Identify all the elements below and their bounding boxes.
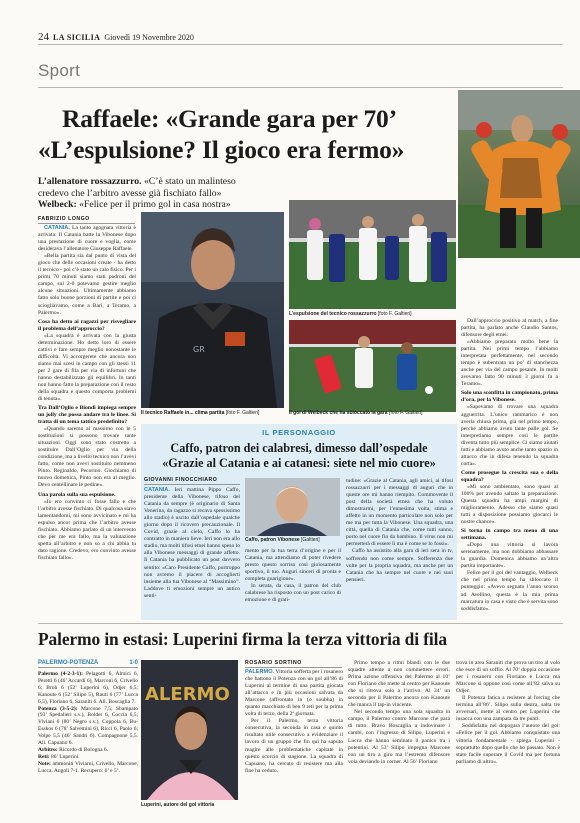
bottom-col4c-text: Soddisfatto nel dopogara l’autore del gol: «Felice per il gol. Abbiamo conquistato una vittoria fondamentale - spiega Luperini - soprattutto dopo quello che ho passato. Non è stato facile superare il Covid ma per fortuna parliamo di altro».	[456, 723, 560, 765]
bottom-col2-text: Vittoria sofferta per i rosanero che battono il Potenza con un gol all’86 di Luperini al termine di una partita giocata all’attacco e in più occasioni salvata da Marcone (affrontato in (o soubha) in quanto macchiato di ben 9 reti per la prima volta di terzo, della 2ª giornata.	[245, 669, 343, 718]
tab-4-text: ammoniti Viviarni, Crivello, Marcone, Lucca. Angoli 7-1. Recupero: 0’ e 5’.	[38, 760, 138, 774]
expulsion-caption-credit: [foto F. Galtieri]	[376, 311, 412, 317]
deck-line3: «Felice per il primo gol in casa nostra»	[76, 199, 231, 211]
tab-0-text: Pelagotti 6, Almici 6, Peretti 6 (46’ Accardi 6), Marconi 6, Crivello 6; Broh 6 (52’ Luperini 6), Odjer 6,5; Kanoute 6 (52’ Silipo 5), Rauti 6 (77’ Lucca 6,5), Floriano 6, Saraniti 6. All. Boscaglia 7.	[38, 671, 138, 705]
main-headline-2: «L’espulsione? Il gioco era fermo»	[38, 135, 405, 164]
luperini-illustration	[141, 660, 238, 800]
coach-photo	[141, 212, 284, 408]
main-a1: «La squadra è arrivata con la giusta determinazione. Ho detto loro di essere cattivi e fare sempre meglio nonostante le difficoltà. Vi accorgerete che ancora non siamo mai scesi in campo con gli stessi 11 per 2 gare di fila per via di infortuni che hanno destabilizzato gli equilibri. In tanti non hanno fatto la preparazione con il resto della squadra e questo comporta problemi di tenuta».	[38, 332, 136, 403]
luperini-caption: Luperini, autore del gol vittoria	[141, 802, 215, 808]
feature-col2-text: mento per la tua terra d’origine e per il Catania, ma attendiamo di poter rivedere presto questo sorriso così gioiosamente sportivo, il tuo. Auguri sinceri di pronta e completa guarigione».	[245, 548, 341, 583]
coach-caption-credit: [foto F. Galtieri]	[224, 410, 260, 416]
deck-line2: credevo che l’arbitro avesse già fischiato fallo»	[38, 187, 222, 199]
main-q1: Cosa ha detto ai ragazzi per risvegliare il problema dell’approccio?	[38, 318, 136, 332]
luperini-photo	[141, 660, 238, 800]
page-number: 24	[38, 31, 49, 43]
main-headline-1: Raffaele: «Grande gara per 70’	[62, 104, 397, 133]
tab-0-label: Palermo (4-2-3-1):	[38, 671, 83, 677]
tab-1-label: Potenza (3-5-2):	[38, 705, 78, 712]
section-label: Sport	[38, 61, 81, 80]
caffo-photo	[245, 478, 340, 536]
tab-3-label: Reti:	[38, 753, 50, 760]
bottom-headline: Palermo in estasi: Luperini firma la terza vittoria di fila	[38, 629, 447, 649]
tab-1-text: Marcone 7,5; Sbampato (93’ Spedalieri s.v.), Bolder 6, Coccia 6,5; Viviani 6 (80’ Negro s.v.), Coppola 6, Bu-Esskos 6 (78’ Salvemini 6), Ricci 6, Paolo 6; Volpe 5,5 (46’ Sandri 6). Compagnone 5,5. All. Capuano 6.	[38, 705, 138, 747]
goal-illustration	[289, 320, 456, 412]
section-rule	[38, 87, 563, 88]
bottom-col2b-text: Per il Palermo, terza vittoria consecutiva, la seconda in casa e quinto risultato utile consecutivo a evidenziare il lavoro di un gruppo che fin qui ha saputo reagire alle problematiche capitate in questo scorcio di stagione. La squadra di Capuano, ha cercato di resistere ma alla fine ha ceduto.	[245, 718, 343, 774]
match-tabellino	[38, 671, 138, 821]
caffo-caption-text: Caffo, patron Vibonese	[245, 537, 300, 543]
feature-col1-text: Ieri mattina Pippo Caffo, presidente della Vibonese, tifoso del Catania da sempre (è originario di Santa Venerina, da ragazzo si recava spessissimo allo stadio) è uscito dall’ospedale qualche giorno dopo il ricovero precauzionale. Il Covid, grazie al cielo, Caffo lo ha contratto in maniera lieve. Ieri non era allo stadio, ma molti tifosi etnei hanno speso lo alla Vibonese messaggi di grande affetto. Il Catania ha pubblicato un post davvero sentito: «Caro Presidente Caffo, purtroppo non avremo il piacere di accoglierti insieme alla tua Vibonese al “Massimino”. Laddove ti emozioni sempre un antico senti-	[144, 487, 240, 599]
feature-col1	[144, 487, 240, 617]
coach-caption	[141, 410, 286, 416]
tab-4-label: Note:	[38, 760, 51, 767]
tab-3-text: 86’ Luperini.	[49, 753, 80, 760]
svg-text:ALERMO: ALERMO	[145, 684, 230, 705]
goal-caption-credit: [foto F. Galtieri]	[387, 410, 423, 416]
bottom-author: ROSARIO SORTINO	[245, 660, 342, 668]
header-rule	[38, 44, 563, 45]
main-col-right	[461, 318, 558, 618]
match-header	[38, 660, 138, 668]
main-q2: Tra Dall’Oglio e Biondi impiega sempre un jolly che possa andare tra le linee. Si tratta di un tema tattico predefinito?	[38, 405, 136, 426]
feature-title-1: Caffo, patron dei calabresi, dimesso dall’ospedale	[170, 441, 428, 455]
paper-name: LA SICILIA	[53, 33, 101, 42]
bottom-col4-text: trova in area Saraniti che prova un tiro al volo che esce di un soffio. Al 70’ doppia occasione per i rosanero con Floriano e Lucca ma Marcone si oppone così come all’82 salva su Odjer.	[456, 660, 560, 695]
match-score: 1-0	[129, 660, 138, 666]
expulsion-caption-text: L’espulsione del tecnico rossazzurro	[289, 311, 377, 317]
right-p2: «Abbiamo preparato molto bene la partita. Nei primi tempo l’abbiamo interpretata perfettamente, nel secondo tempo è subentrata un po’ di stanchezza anche per via del campo pesante. In molti avevamo fatto 90 minuti 3 giorni fa a Teramo».	[461, 339, 558, 388]
main-author: FABRIZIO LONGO	[38, 216, 135, 224]
feature-title-2: «Grazie al Catania e ai catanesi: siete nel mio cuore»	[162, 456, 436, 470]
feature-col3-text: tudine: «Grazie al Catania, agli amici, ai tifosi rossazzurri per i messaggi di auguri che in queste ore mi hanno riempito. Commovente il post della società etnea che ha voluto dimostrarmi, per l’ennesima volta, stima e affetto in un momento particolare non solo per me ma per tutta la Vibonese. Una squadra, una città, quella di Catania che, come tutti sanno, porto nel cuore fin da bambino. Il virus non mi permetterà di essere lì ma è come se lo fossi».	[346, 478, 453, 548]
main-intro: La tanto agognata vittoria è arrivata: Il Catania batte la Vibonese dopo una prestazione di cuore e voglia, come desiderava l’allenatore Giuseppe Raffaele.	[38, 225, 136, 253]
caffo-illustration	[245, 478, 340, 536]
goal-caption	[289, 410, 457, 416]
main-kicker: CATANIA.	[44, 225, 70, 231]
expulsion-caption	[289, 311, 457, 317]
svg-text:GR: GR	[193, 345, 205, 354]
bottom-col4b-text: Il Potenza fatica a resistere al forcing che termina all’86’. Silipo sulla destra, salta tre avversari, mette al centro per Luperini che insacca con una zampata da tre punti.	[456, 695, 560, 723]
feature-col2	[245, 548, 341, 618]
feature-author: GIOVANNI FINOCCHIARO	[144, 477, 240, 485]
bottom-col3b-text: Nel secondo tempo una sola squadra in campo, il Palermo contro Marcone che para di tutto. Bravo Boscaglia a indovinare i cambi, con l’ingresso di Silipo, Luperini e Lucca che hanno seminato il panico tra i potentini. Al 53’ Silipo impegna Marcone con un tiro a giro ma l’estremo difensore vola deviando in corner. Al 56’ Floriano	[348, 709, 450, 765]
goal-caption-text: Il gol di Welbeck che ha sbloccato la gara	[289, 410, 388, 416]
right-a1: «Sapevamo di trovare una squadra agguerrita. L’unico rammarico è non averla chiusa prima, già nel primo tempo, perché abbiamo avuto tante palle gol. Se interpretiamo sempre così le partite diventa tutto più semplice. Ci siamo aiutati tutti e abbiamo avuto anche tanto spazio in attacco che in difesa tenendo la squadra corta».	[461, 404, 558, 467]
goalkeeper-photo	[458, 90, 580, 258]
coach-illustration	[141, 212, 284, 408]
right-p3: Felice per il gol del vantaggio, Welbeck che nel primo tempo ha sbloccato il punteggio: «Avevo segnato l’anno scorso ad Avellino, questa è la mia prima marcatura in casa e visto che è servita sono soddisfatto».	[461, 570, 558, 612]
goal-photo	[289, 320, 456, 412]
bottom-col3-text: Primo tempo a ritmi blandi con le due squadre attente a non commettere errori. Prima azione offensiva del Palermo al 10’ con Floriano che mette al centro per Kanoute che si ritrova solo a l’arrivo. Al 34’ un secondo per il Palermo ancora con Kanoute che manca il tap-in vincente.	[348, 660, 450, 709]
tab-2-label: Arbitro:	[38, 746, 58, 753]
main-col1	[38, 225, 136, 618]
feature-kicker: CATANIA.	[144, 487, 170, 493]
bottom-rule	[38, 623, 563, 624]
page-date: Giovedì 19 Novembre 2020	[104, 33, 194, 42]
deck-lead-2: Welbeck:	[38, 199, 77, 211]
right-q2: Come prosegue la crescita sua e della squadra?	[461, 469, 558, 483]
page-header	[38, 31, 558, 43]
main-a2: «Quando saremo al massimo con le 5 sostituzioni si possono trovare tante situazioni. Oggi sono stato costretto a sostituire Dall’Oglio per via della condizione, ma a livello tecnico non l’avevi fatto, come non avevi sostituito nemmeno Pinto. Reginaldo, Pecorino. Giochiamo di nuovo domenica, Pinto non era al meglio. Devo centellinare le pedine».	[38, 426, 136, 489]
goalkeeper-illustration	[458, 90, 580, 258]
caffo-caption-credit: [Galtieri]	[299, 537, 320, 543]
main-a3: «Io ero convinto ci fosse fallo e che l’arbitro avesse fischiato. Di qualcosa stavo lamentandomi, mi sono avvicinato e mi ha espulso ancor prima che l’arbitro avesse fischiato. Abbiamo parlato di un intervento che per me era fallo, ma la valutazione spetta all’arbitro e non so a chi abbia tu dato ragione. Credevo, ero convinto avesse fischiato fallo».	[38, 498, 136, 561]
feature-label: IL PERSONAGGIO	[262, 428, 336, 437]
bottom-kicker: PALERMO.	[245, 669, 275, 675]
right-a2: «Mi sono ambientato, sono quasi al 100% per avendo saltato la preparazione. Questa squadra ha ampi margini di miglioramento. Adesso che siamo quasi tutti a disposizione possiamo giocarci le nostre chance».	[461, 483, 558, 526]
feature-col3b-text: Caffo ha assistito alla gara di ieri sera in tv, soffrendo non come sempre. Sofferenza due volte per la propria squadra, ma anche per un Catania che ha sempre nel cuore e nei suoi pensieri.	[346, 548, 453, 583]
deck-line1: «C’è stato un malinteso	[141, 176, 236, 187]
coach-caption-text: Il tecnico Raffaele in... clima partita	[141, 410, 225, 416]
caffo-caption	[245, 537, 341, 543]
bottom-col3	[348, 660, 450, 821]
bottom-col4	[456, 660, 560, 821]
expulsion-illustration	[289, 200, 456, 309]
right-q3: Si torna in campo tra meno di una settimana.	[461, 528, 558, 542]
bottom-col2	[245, 669, 343, 821]
main-p2: «Bella partita sia dal punto di vista del gioco che delle occasioni create - ha detto il tecnico - poi c’è stato un calo fisico. Per i primi 70 minuti siamo stati padroni del campo, sul 2-0 potevamo gestire meglio alcune situazioni. Ultimamente abbiamo fatto solo buone porzioni di partite e poi ci sciogliavamo, come a Bari, a Teramo, a Palermo».	[38, 253, 136, 316]
right-p1: Dall’approccio positivo al match, a fine partita, ha parlato anche Claudio Santos, difensore degli etnei:	[461, 318, 558, 339]
expulsion-photo	[289, 200, 456, 309]
right-a3: «Dopo una vittoria si lavora serenamente, ma non dobbiamo abbassare la guardia. Domenica abbiamo un’altra partita importante».	[461, 542, 558, 570]
tab-2-text: Ricordo di Bologna 6.	[57, 746, 109, 753]
main-q3: Una parola sulla sua espulsione.	[38, 491, 116, 498]
deck-lead: L’allenatore rossazzurro.	[38, 176, 142, 187]
feature-col2b-text: In serata, da casa, il patron del club calabrese ha risposto con un post carico di emozione e di grati-	[245, 583, 341, 604]
right-q1: Solo una sconfitta in campionato, prima d’ora, per la Vibonese.	[461, 390, 558, 404]
match-teams: PALERMO-POTENZA	[38, 660, 99, 666]
feature-col3	[346, 478, 453, 618]
